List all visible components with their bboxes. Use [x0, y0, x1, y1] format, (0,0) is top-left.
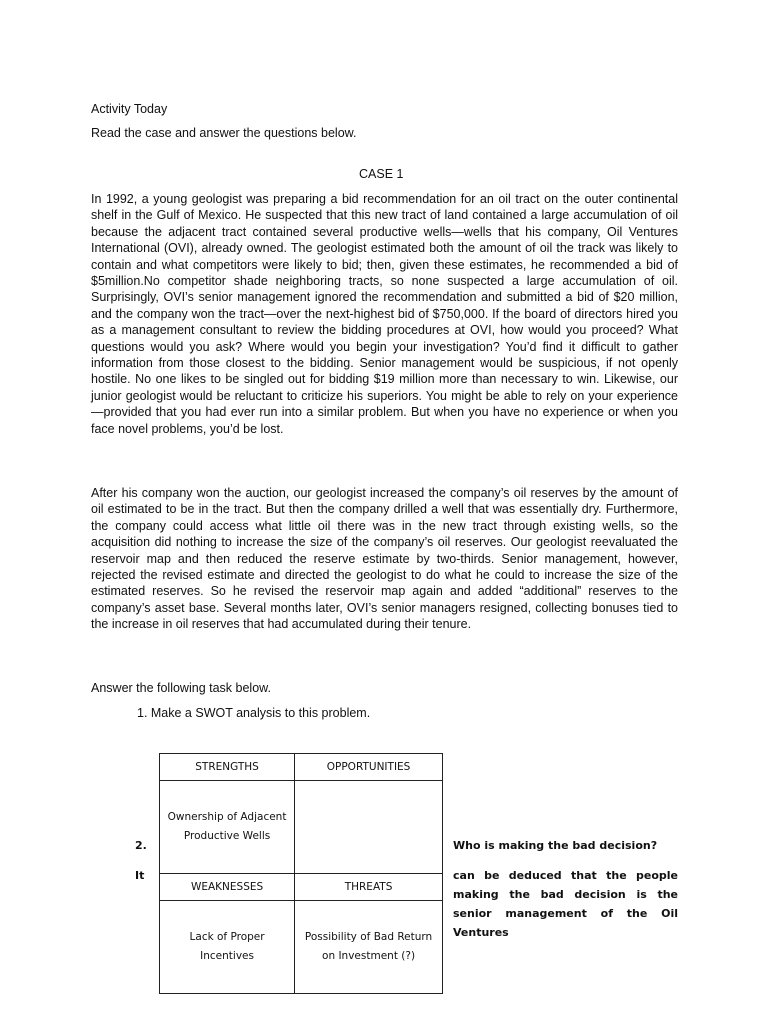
- activity-heading: Activity Today: [91, 102, 168, 116]
- task-intro: Answer the following task below.: [91, 681, 271, 695]
- swot-weaknesses-cell: Lack of Proper Incentives: [160, 901, 295, 994]
- swot-opportunities-cell: [295, 781, 443, 874]
- swot-opportunities-header: OPPORTUNITIES: [295, 754, 443, 781]
- swot-strengths-cell: Ownership of Adjacent Productive Wells: [160, 781, 295, 874]
- question-2-text: Who is making the bad decision?: [453, 839, 658, 852]
- answer-text: can be deduced that the people making the bad decision is the senior management of the Oil Ventures: [453, 869, 678, 939]
- case-title: CASE 1: [359, 167, 404, 181]
- swot-table: [159, 753, 443, 994]
- instruction-text: Read the case and answer the questions below.: [91, 126, 357, 140]
- swot-strengths-header: STRENGTHS: [160, 754, 295, 781]
- case-paragraph-1: In 1992, a young geologist was preparing a bid recommendation for an oil tract on the outer continental shelf in the Gulf of Mexico. He suspected that this new tract of land contained a large accumulation of oil because the adjacent tract contained several productive wells—wells that his company, Oil Ventures International (OVI), already owned. The geologist estimated both the amount of oil the track was likely to contain and what competitors were likely to bid; then, given these estimates, he recommended a bid of $5million.No competitor shade neighboring tracts, so none suspected a large accumulation of oil. Surprisingly, OVI’s senior management ignored the recommendation and submitted a bid of $20 million, and the company won the tract—over the next-highest bid of $750,000. If the board of directors hired you as a management consultant to review the bidding procedures at OVI, how would you proceed? What questions would you ask? Where would you begin your investigation? You’d find it difficult to gather information from those closest to the bidding. Senior management would be suspicious, if not openly hostile. No one likes to be singled out for bidding $19 million more than necessary to win. Likewise, our junior geologist would be reluctant to criticize his superiors. You might be able to rely on your experience—provided that you had ever run into a similar problem. But when you have no experience or when you face novel problems, you’d be lost.: [91, 192, 678, 436]
- case-paragraph-2: After his company won the auction, our geologist increased the company’s oil reserves by the amount of oil estimated to be in the tract. But then the company drilled a well that was essentially dry. Furthermore, the company could access what little oil there was in the new tract through existing wells, so the acquisition did nothing to increase the size of the company’s oil reserves. Our geologist reevaluated the reservoir map and then reduced the reserve estimate by two-thirds. Senior management, however, rejected the revised estimate and directed the geologist to do what he could to increase the size of the estimated reserves. So he revised the reservoir map again and added “additional” reserves to the company’s asset base. Several months later, OVI’s senior managers resigned, collecting bonuses tied to the increase in oil reserves that had accumulated during their tenure.: [91, 486, 678, 632]
- question-2-number: 2.: [135, 839, 147, 852]
- swot-weaknesses-header: WEAKNESSES: [160, 874, 295, 901]
- task-1: 1. Make a SWOT analysis to this problem.: [137, 706, 371, 720]
- swot-threats-cell: Possibility of Bad Return on Investment (?): [295, 901, 443, 994]
- swot-threats-header: THREATS: [295, 874, 443, 901]
- answer-start: It: [135, 869, 145, 882]
